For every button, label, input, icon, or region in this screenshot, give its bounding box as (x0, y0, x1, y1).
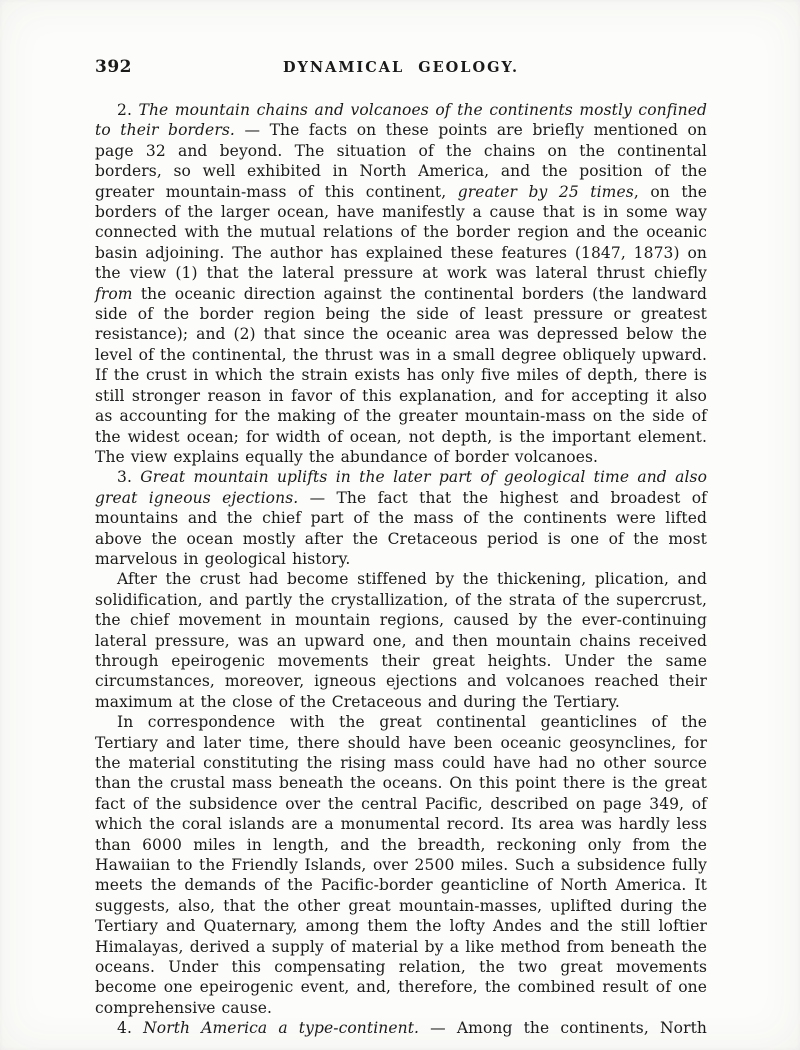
paragraph-in-correspondence (95, 712, 707, 1018)
running-head (95, 57, 707, 77)
text-segment: from (95, 284, 133, 303)
text-segment: In correspondence with the great continental geanticlines of the Tertiary and later time, there should have been oceanic geosynclines, for the material constituting the rising mass could have had no other source than the crustal mass beneath the oceans. On this point there is the great fact of the subsidence over the central Pacific, described on page 349, of which the coral islands are a monumental record. Its area was hardly less than 6000 miles in length, and the breadth, reckoning only from the Hawaiian to the Friendly Islands, over 2500 miles. Such a subsidence fully meets the demands of the Pacific-border geanticline of North America. It suggests, also, that the other great mountain-masses, uplifted during the Tertiary and Quaternary, among them the lofty Andes and the still loftier Himalayas, derived a supply of material by a like method from beneath the oceans. Under this compensating relation, the two great movements become one epeirogenic event, and, therefore, the combined result of one comprehensive cause. (95, 713, 707, 1017)
text-segment: North America a type-continent. (143, 1019, 420, 1038)
page-body (95, 100, 707, 1039)
text-segment: Great mountain uplifts in the later part of geological time and also great igneous ejections. (95, 468, 707, 507)
text-segment: 3. (117, 468, 141, 487)
text-segment: — The facts on these points are briefly mentioned on page 32 and beyond. The situation of the chains on the continental borders, so well exhibited in North America, and the position of the greater mountain-mass of this continent, (95, 121, 708, 201)
paragraph-section-4 (95, 1018, 707, 1038)
paragraph-section-3 (95, 467, 707, 569)
text-segment: greater by 25 times (457, 182, 634, 201)
text-segment: The mountain chains and volcanoes of the continents mostly confined to their borders. (95, 101, 708, 140)
text-segment: — Among the continents, North (419, 1019, 707, 1038)
text-segment: — The fact that the highest and broadest of mountains and the chief part of the mass of the continents were lifted above the ocean mostly after the Cretaceous period is one of the most marvelous in geological history. (95, 488, 707, 568)
scan-ink-speck (204, 1008, 207, 1010)
paragraph-after-the-crust (95, 569, 707, 712)
running-header-title: DYNAMICAL GEOLOGY. (282, 59, 520, 76)
text-segment: 2. (117, 101, 139, 119)
page-number: 392 (95, 57, 132, 77)
text-segment: 4. (117, 1019, 144, 1038)
text-segment: , on the borders of the larger ocean, have manifestly a cause that is in some way connected with the mutual relations of the border region and the oceanic basin adjoining. The author has explained these features (1847, 1873) on the view (1) that the lateral pressure at work was lateral thrust chiefly (95, 182, 708, 283)
text-segment: the oceanic direction against the continental borders (the landward side of the border region being the side of least pressure or greatest resistance); and (2) that since the oceanic area was depressed below the level of the continental, the thrust was in a small degree obliquely upward. If the crust in which the strain exists has only five miles of depth, there is still stronger reason in favor of this explanation, and for accepting it also as accounting for the making of the greater mountain-mass on the side of the widest ocean; for width of ocean, not depth, is the important element. The view explains equally the abundance of border volcanoes. (95, 284, 707, 466)
paragraph-section-2 (95, 100, 707, 467)
text-segment: After the crust had become stiffened by the thickening, plication, and solidification, and partly the crystallization, of the strata of the supercrust, the chief movement in mountain regions, caused by the ever-continuing lateral pressure, was an upward one, and then mountain chains received through epeirogenic movements their great heights. Under the same circumstances, moreover, igneous ejections and volcanoes reached their maximum at the close of the Cretaceous and during the Tertiary. (95, 570, 707, 711)
